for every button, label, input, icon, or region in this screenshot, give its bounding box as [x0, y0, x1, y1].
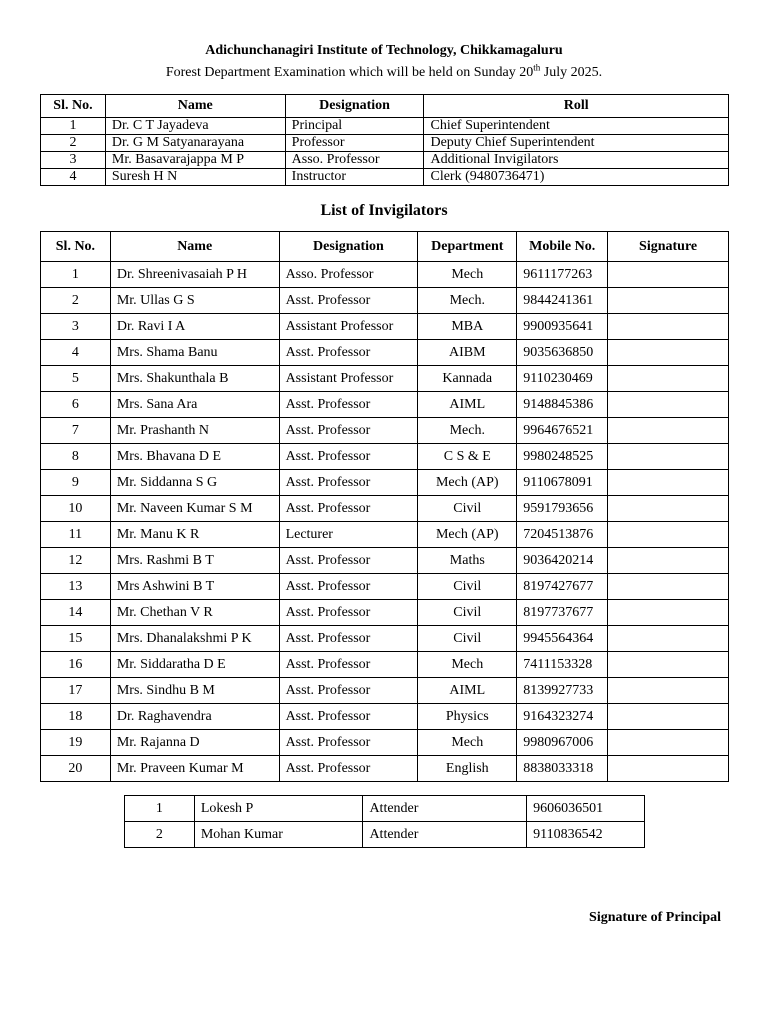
invigilator-row-cell: Mech (AP) [418, 522, 517, 548]
invigilator-row [41, 678, 729, 704]
invigilator-row [41, 730, 729, 756]
staff-row [41, 152, 729, 169]
attender-row [125, 796, 645, 822]
attender-row-cell: Mohan Kumar [194, 822, 363, 848]
invigilators-table [40, 231, 729, 782]
invigilator-row-cell: 7411153328 [517, 652, 608, 678]
invigilator-row-cell: 8838033318 [517, 756, 608, 782]
staff-table-header [41, 95, 729, 118]
invigilator-row [41, 574, 729, 600]
invigilator-row-cell: Asst. Professor [279, 730, 418, 756]
invigilator-row-cell: 14 [41, 600, 111, 626]
invigilator-row-cell: 9980967006 [517, 730, 608, 756]
invigilator-row [41, 288, 729, 314]
invigilator-row-cell: Asst. Professor [279, 574, 418, 600]
staff-row-cell: 2 [41, 135, 106, 152]
staff-row-cell: Asso. Professor [285, 152, 424, 169]
invigilator-row-cell: 13 [41, 574, 111, 600]
exam-text-end: July 2025. [540, 65, 603, 80]
invigilator-row-cell: Civil [418, 574, 517, 600]
invigilator-row-cell: 7204513876 [517, 522, 608, 548]
invigilator-row-cell: 7 [41, 418, 111, 444]
invigilator-row-cell: 9591793656 [517, 496, 608, 522]
invigilator-row-cell: Asso. Professor [279, 262, 418, 288]
invigilator-row-cell [608, 340, 729, 366]
invigilator-row-cell: Maths [418, 548, 517, 574]
invigilator-row [41, 340, 729, 366]
invigilator-row-cell [608, 392, 729, 418]
staff-row-cell: Dr. C T Jayadeva [105, 118, 285, 135]
attender-row-cell: Attender [363, 796, 527, 822]
invigilator-row-cell: 2 [41, 288, 111, 314]
attender-row-cell: 2 [125, 822, 195, 848]
attender-row-cell: Lokesh P [194, 796, 363, 822]
invigilator-row [41, 366, 729, 392]
invigilator-row [41, 496, 729, 522]
attender-row [125, 822, 645, 848]
invigilator-row-cell: Mech [418, 262, 517, 288]
attender-row-cell: Attender [363, 822, 527, 848]
invigilator-row-cell: 12 [41, 548, 111, 574]
invigilator-row-cell: Mrs. Rashmi B T [110, 548, 279, 574]
invigilator-row-cell: Asst. Professor [279, 652, 418, 678]
invigilator-row-cell [608, 574, 729, 600]
invigilator-row-cell: 9110678091 [517, 470, 608, 496]
invigilator-row-cell [608, 444, 729, 470]
staff-row [41, 169, 729, 186]
staff-row-cell: Suresh H N [105, 169, 285, 186]
invigilator-row-cell: Mr. Prashanth N [110, 418, 279, 444]
invigilator-row-cell: AIML [418, 392, 517, 418]
invigilator-row-cell [608, 626, 729, 652]
invigilator-row-cell: 8 [41, 444, 111, 470]
header-cell: Mobile No. [517, 232, 608, 262]
invigilator-row-cell [608, 756, 729, 782]
invigilator-row-cell: Asst. Professor [279, 340, 418, 366]
invigilator-row-cell [608, 470, 729, 496]
staff-row-cell: 3 [41, 152, 106, 169]
staff-table [40, 94, 729, 186]
invigilator-row-cell: English [418, 756, 517, 782]
staff-row-cell: Chief Superintendent [424, 118, 729, 135]
invigilator-row-cell: Asst. Professor [279, 548, 418, 574]
exam-date-suffix: th [533, 62, 541, 73]
invigilator-row-cell: 16 [41, 652, 111, 678]
header-cell: Name [110, 232, 279, 262]
invigilator-row-cell: Asst. Professor [279, 470, 418, 496]
invigilator-row-cell [608, 418, 729, 444]
invigilator-row-cell: Civil [418, 626, 517, 652]
invigilator-row-cell: Mr. Siddaratha D E [110, 652, 279, 678]
staff-row-cell: Additional Invigilators [424, 152, 729, 169]
invigilator-row-cell: Civil [418, 496, 517, 522]
invigilator-row-cell [608, 496, 729, 522]
invigilator-row-cell: 9611177263 [517, 262, 608, 288]
invigilator-row-cell: 15 [41, 626, 111, 652]
invigilator-row-cell: Asst. Professor [279, 418, 418, 444]
invigilators-heading: List of Invigilators [320, 202, 448, 219]
invigilator-row-cell: 9035636850 [517, 340, 608, 366]
invigilator-row-cell: C S & E [418, 444, 517, 470]
invigilator-row-cell: 9964676521 [517, 418, 608, 444]
invigilator-row-cell: Mech. [418, 288, 517, 314]
invigilator-row-cell: AIBM [418, 340, 517, 366]
invigilator-row-cell: Mrs. Dhanalakshmi P K [110, 626, 279, 652]
invigilator-row-cell: Mrs. Bhavana D E [110, 444, 279, 470]
invigilator-row-cell: Asst. Professor [279, 444, 418, 470]
invigilator-row-cell [608, 678, 729, 704]
invigilator-row-cell [608, 548, 729, 574]
invigilator-row-cell: 19 [41, 730, 111, 756]
invigilator-row [41, 600, 729, 626]
invigilator-row-cell: AIML [418, 678, 517, 704]
invigilator-row-cell: 9980248525 [517, 444, 608, 470]
invigilator-row-cell: Mrs. Shama Banu [110, 340, 279, 366]
invigilator-row-cell: 4 [41, 340, 111, 366]
staff-row-cell: Professor [285, 135, 424, 152]
invigilator-row-cell: Dr. Ravi I A [110, 314, 279, 340]
exam-subtitle [0, 62, 768, 81]
invigilator-row [41, 652, 729, 678]
invigilator-row-cell: Asst. Professor [279, 678, 418, 704]
invigilator-row-cell [608, 522, 729, 548]
invigilator-row-cell: 8197427677 [517, 574, 608, 600]
invigilator-row-cell: Asst. Professor [279, 626, 418, 652]
invigilator-row [41, 704, 729, 730]
invigilator-row-cell: Mrs. Sindhu B M [110, 678, 279, 704]
invigilator-row-cell: Mr. Ullas G S [110, 288, 279, 314]
invigilator-row-cell: Mrs. Sana Ara [110, 392, 279, 418]
invigilator-row-cell: Assistant Professor [279, 366, 418, 392]
invigilator-row-cell [608, 730, 729, 756]
staff-row [41, 118, 729, 135]
invigilator-row [41, 756, 729, 782]
invigilator-row-cell: Assistant Professor [279, 314, 418, 340]
exam-text: Forest Department Examination which will be held on Sunday 20 [165, 65, 534, 80]
attender-row-cell: 9606036501 [527, 796, 645, 822]
invigilator-row-cell: Dr. Raghavendra [110, 704, 279, 730]
header-cell: Designation [285, 95, 424, 118]
invigilator-row-cell: 9 [41, 470, 111, 496]
invigilator-row-cell: 20 [41, 756, 111, 782]
invigilator-row-cell: 3 [41, 314, 111, 340]
invigilator-row-cell [608, 652, 729, 678]
invigilator-row [41, 418, 729, 444]
invigilator-row-cell: Mech [418, 730, 517, 756]
staff-row-cell: 1 [41, 118, 106, 135]
invigilator-row-cell: Asst. Professor [279, 704, 418, 730]
invigilator-row-cell: 8139927733 [517, 678, 608, 704]
invigilator-row-cell: Asst. Professor [279, 600, 418, 626]
invigilator-row-cell [608, 600, 729, 626]
staff-row-cell: Instructor [285, 169, 424, 186]
staff-row-cell: Mr. Basavarajappa M P [105, 152, 285, 169]
invigilator-row-cell: 9110230469 [517, 366, 608, 392]
invigilator-row [41, 262, 729, 288]
invigilator-row-cell: Mrs Ashwini B T [110, 574, 279, 600]
invigilator-row-cell: 9945564364 [517, 626, 608, 652]
invigilator-row-cell: Mech. [418, 418, 517, 444]
invigilator-row-cell [608, 262, 729, 288]
invigilator-row-cell: Asst. Professor [279, 496, 418, 522]
invigilator-row-cell: Asst. Professor [279, 392, 418, 418]
staff-row [41, 135, 729, 152]
header-cell: Sl. No. [41, 232, 111, 262]
attenders-table [124, 795, 645, 848]
invigilator-row-cell: Kannada [418, 366, 517, 392]
invigilator-row-cell: Mr. Manu K R [110, 522, 279, 548]
invigilator-row-cell: Dr. Shreenivasaiah P H [110, 262, 279, 288]
invigilator-row-cell: 8197737677 [517, 600, 608, 626]
staff-row-cell: 4 [41, 169, 106, 186]
header-cell: Roll [424, 95, 729, 118]
header-cell: Sl. No. [41, 95, 106, 118]
invigilator-row-cell: 9844241361 [517, 288, 608, 314]
invigilator-row-cell: 9148845386 [517, 392, 608, 418]
invigilator-row-cell: 10 [41, 496, 111, 522]
invigilator-row-cell: Physics [418, 704, 517, 730]
invigilator-row-cell: 9036420214 [517, 548, 608, 574]
invigilator-row-cell: Asst. Professor [279, 288, 418, 314]
invigilator-row [41, 470, 729, 496]
staff-row-cell: Dr. G M Satyanarayana [105, 135, 285, 152]
header-cell: Designation [279, 232, 418, 262]
invigilator-row-cell: 9900935641 [517, 314, 608, 340]
invigilator-row-cell: Mr. Rajanna D [110, 730, 279, 756]
invigilator-row-cell [608, 288, 729, 314]
invigilator-row [41, 392, 729, 418]
invigilator-row-cell: Mrs. Shakunthala B [110, 366, 279, 392]
invigilator-row-cell [608, 704, 729, 730]
invigilator-row [41, 444, 729, 470]
institute-title: Adichunchanagiri Institute of Technology, Chikkamagaluru [205, 43, 563, 58]
invigilator-row [41, 548, 729, 574]
invigilator-row-cell: 5 [41, 366, 111, 392]
invigilator-row-cell: Lecturer [279, 522, 418, 548]
invigilator-row-cell: Mr. Chethan V R [110, 600, 279, 626]
header-cell: Signature [608, 232, 729, 262]
invigilator-row-cell: 17 [41, 678, 111, 704]
invigilator-row [41, 314, 729, 340]
invigilator-row [41, 522, 729, 548]
header-cell: Name [105, 95, 285, 118]
invigilator-row-cell: 11 [41, 522, 111, 548]
principal-signature-label: Signature of Principal [589, 910, 721, 925]
invigilator-row-cell: MBA [418, 314, 517, 340]
invigilator-row-cell: Mr. Naveen Kumar S M [110, 496, 279, 522]
invigilator-row-cell: Mr. Siddanna S G [110, 470, 279, 496]
staff-row-cell: Principal [285, 118, 424, 135]
staff-row-cell: Deputy Chief Superintendent [424, 135, 729, 152]
header-cell: Department [418, 232, 517, 262]
invigilator-row-cell: 1 [41, 262, 111, 288]
invigilator-row-cell: Asst. Professor [279, 756, 418, 782]
invigilator-row-cell [608, 366, 729, 392]
staff-row-cell: Clerk (9480736471) [424, 169, 729, 186]
invigilators-table-header [41, 232, 729, 262]
invigilator-row-cell: 18 [41, 704, 111, 730]
invigilator-row-cell: 6 [41, 392, 111, 418]
invigilator-row [41, 626, 729, 652]
invigilator-row-cell: Mech (AP) [418, 470, 517, 496]
invigilator-row-cell: Mech [418, 652, 517, 678]
invigilator-row-cell: Civil [418, 600, 517, 626]
attender-row-cell: 9110836542 [527, 822, 645, 848]
invigilator-row-cell [608, 314, 729, 340]
invigilator-row-cell: Mr. Praveen Kumar M [110, 756, 279, 782]
invigilator-row-cell: 9164323274 [517, 704, 608, 730]
attender-row-cell: 1 [125, 796, 195, 822]
